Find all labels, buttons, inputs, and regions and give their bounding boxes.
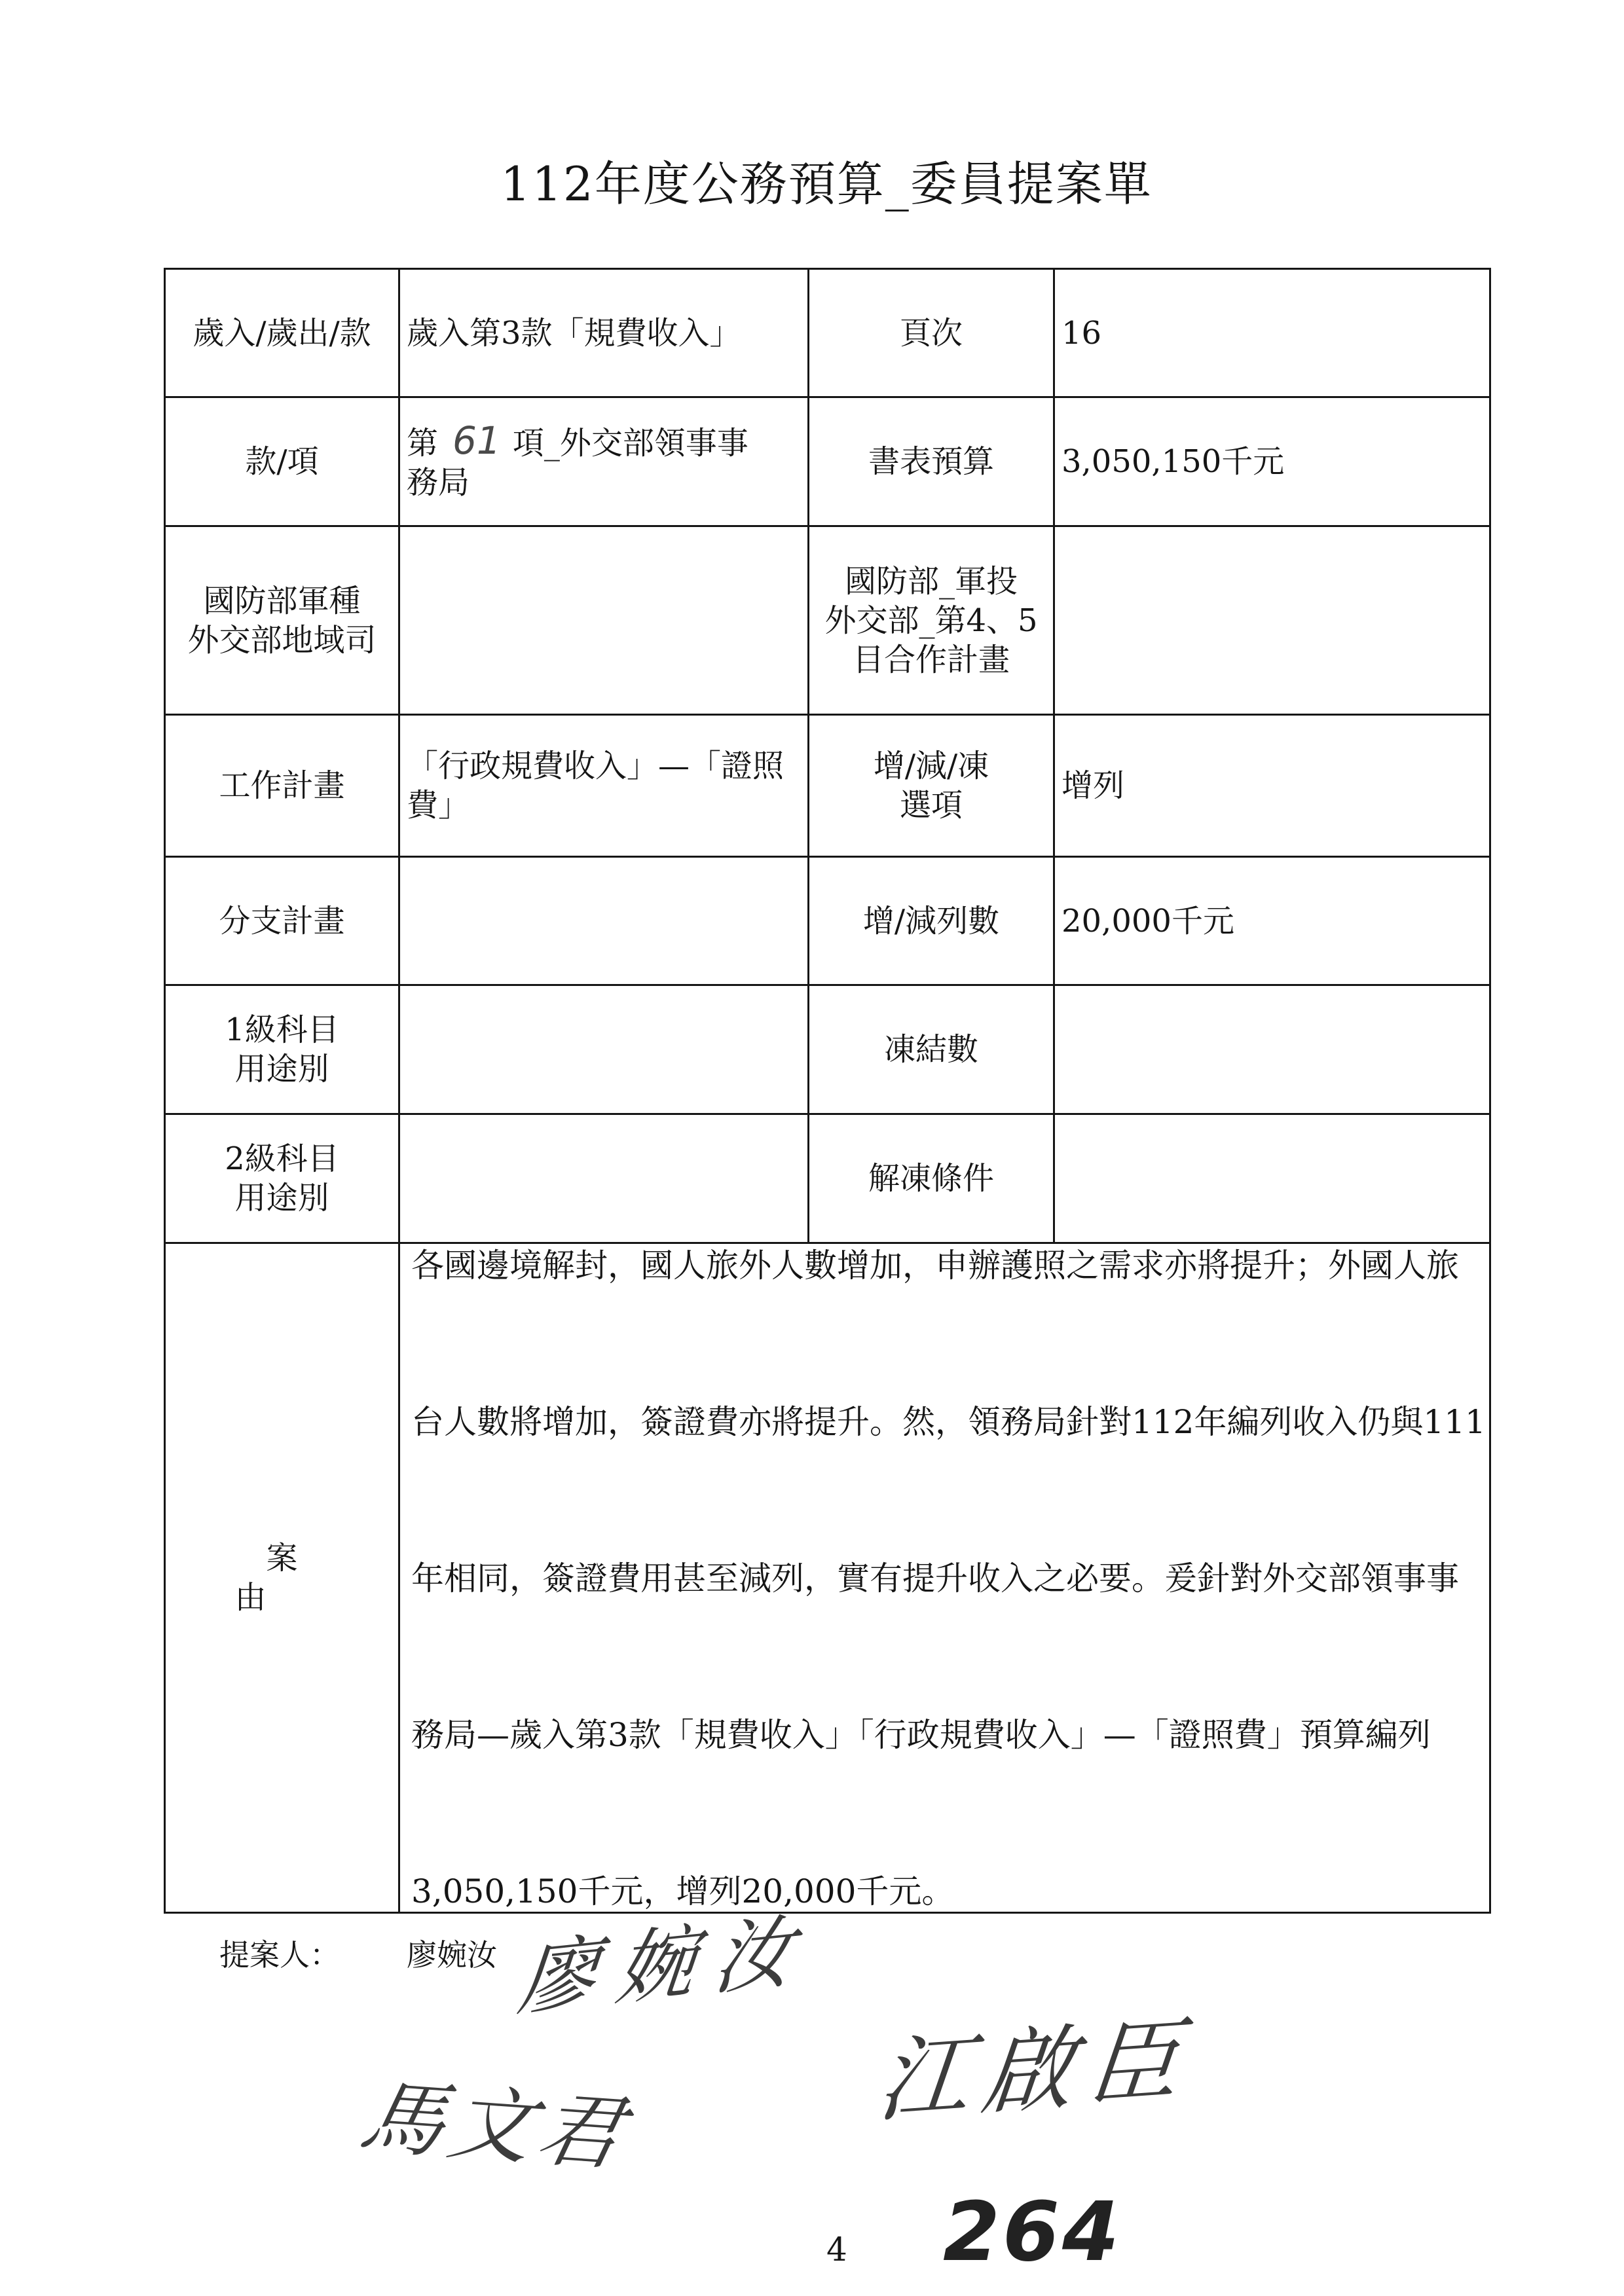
proposer-label: 提案人：	[219, 1937, 340, 1973]
sub-plan-value	[399, 857, 809, 985]
proposer-name: 廖婉汝	[407, 1937, 497, 1973]
unfreeze-condition-label: 解凍條件	[809, 1114, 1054, 1243]
defense-mofa-unit-label	[165, 526, 399, 715]
adjust-option-label	[809, 715, 1054, 857]
level2-label	[165, 1114, 399, 1243]
adjust-amount-value: 20,000千元	[1054, 857, 1490, 985]
row-reason	[165, 1243, 1490, 1913]
joint-plan-label-line: 目合作計畫	[852, 641, 1010, 678]
defense-mofa-unit-label-line: 國防部軍種	[203, 582, 361, 619]
joint-plan-value	[1054, 526, 1490, 715]
adjust-amount-label: 增/減列數	[809, 857, 1054, 985]
reason-text	[407, 1245, 1486, 1911]
handwritten-signature: 廖婉汝	[514, 1903, 817, 2028]
defense-mofa-unit-value	[399, 526, 809, 715]
handwritten-page-number: 264	[943, 2185, 1122, 2280]
reason-line: 3,050,150千元，增列20,000千元。	[411, 1872, 955, 1910]
adjust-option-label-line: 增/減/凍	[873, 748, 989, 784]
budget-value: 3,050,150千元	[1054, 397, 1490, 526]
adjust-option-label-line: 選項	[899, 787, 963, 824]
section-value	[399, 397, 809, 526]
row-level2	[165, 1114, 1490, 1243]
work-plan-value-line: 「行政規費收入」—「證照	[407, 748, 784, 784]
work-plan-label: 工作計畫	[165, 715, 399, 857]
joint-plan-label-line: 外交部_第4、5	[824, 602, 1038, 639]
section-value-line-1	[407, 418, 801, 463]
row-work-plan	[165, 715, 1490, 857]
handwritten-item-number: 61	[452, 418, 501, 463]
unfreeze-condition-value	[1054, 1114, 1490, 1243]
reason-line: 年相同，簽證費用甚至減列，實有提升收入之必要。爰針對外交部領事事	[411, 1559, 1459, 1597]
level2-label-line: 2級科目	[225, 1140, 339, 1177]
section-value-line-2: 務局	[407, 464, 470, 501]
category-label: 歲入/歲出/款	[165, 269, 399, 397]
adjust-option-value: 增列	[1054, 715, 1490, 857]
row-level1	[165, 985, 1490, 1114]
row-sub-plan	[165, 857, 1490, 985]
joint-plan-label	[809, 526, 1054, 715]
joint-plan-label-line: 國防部_軍投	[844, 562, 1018, 600]
row-category	[165, 269, 1490, 397]
page-ref-label: 頁次	[809, 269, 1054, 397]
reason-label-cell	[165, 1243, 399, 1913]
row-section	[165, 397, 1490, 526]
row-defense-mofa	[165, 526, 1490, 715]
section-prefix: 第	[407, 425, 439, 462]
handwritten-signature: 馬文君	[353, 2069, 638, 2183]
frozen-amount-value	[1054, 985, 1490, 1114]
level1-label-line: 用途別	[234, 1051, 329, 1087]
work-plan-value-line: 費」	[407, 787, 470, 824]
reason-line: 台人數將增加，簽證費亦將提升。然，領務局針對112年編列收入仍與111	[411, 1402, 1486, 1441]
section-label: 款/項	[165, 397, 399, 526]
reason-line: 務局—歲入第3款「規費收入」「行政規費收入」—「證照費」預算編列	[411, 1715, 1431, 1754]
proposal-form-table	[164, 268, 1491, 1914]
budget-label: 書表預算	[809, 397, 1054, 526]
reason-text-cell	[399, 1243, 1490, 1913]
level2-label-line: 用途別	[234, 1180, 329, 1216]
section-name-part-1: 項_外交部領事事	[512, 425, 748, 462]
defense-mofa-unit-label-line: 外交部地域司	[187, 621, 377, 659]
level1-label-line: 1級科目	[225, 1011, 339, 1048]
handwritten-signature: 江啟臣	[872, 2006, 1198, 2136]
document-title: 112年度公務預算_委員提案單	[500, 156, 1153, 211]
category-value: 歲入第3款「規費收入」	[399, 269, 809, 397]
sub-plan-label: 分支計畫	[165, 857, 399, 985]
level2-value	[399, 1114, 809, 1243]
level1-label	[165, 985, 399, 1114]
reason-line: 各國邊境解封，國人旅外人數增加，申辦護照之需求亦將提升；外國人旅	[411, 1246, 1459, 1285]
level1-value	[399, 985, 809, 1114]
reason-label: 案由	[234, 1540, 361, 1616]
page-ref-value: 16	[1054, 269, 1490, 397]
frozen-amount-label: 凍結數	[809, 985, 1054, 1114]
work-plan-value	[399, 715, 809, 857]
page-number: 4	[826, 2231, 847, 2269]
